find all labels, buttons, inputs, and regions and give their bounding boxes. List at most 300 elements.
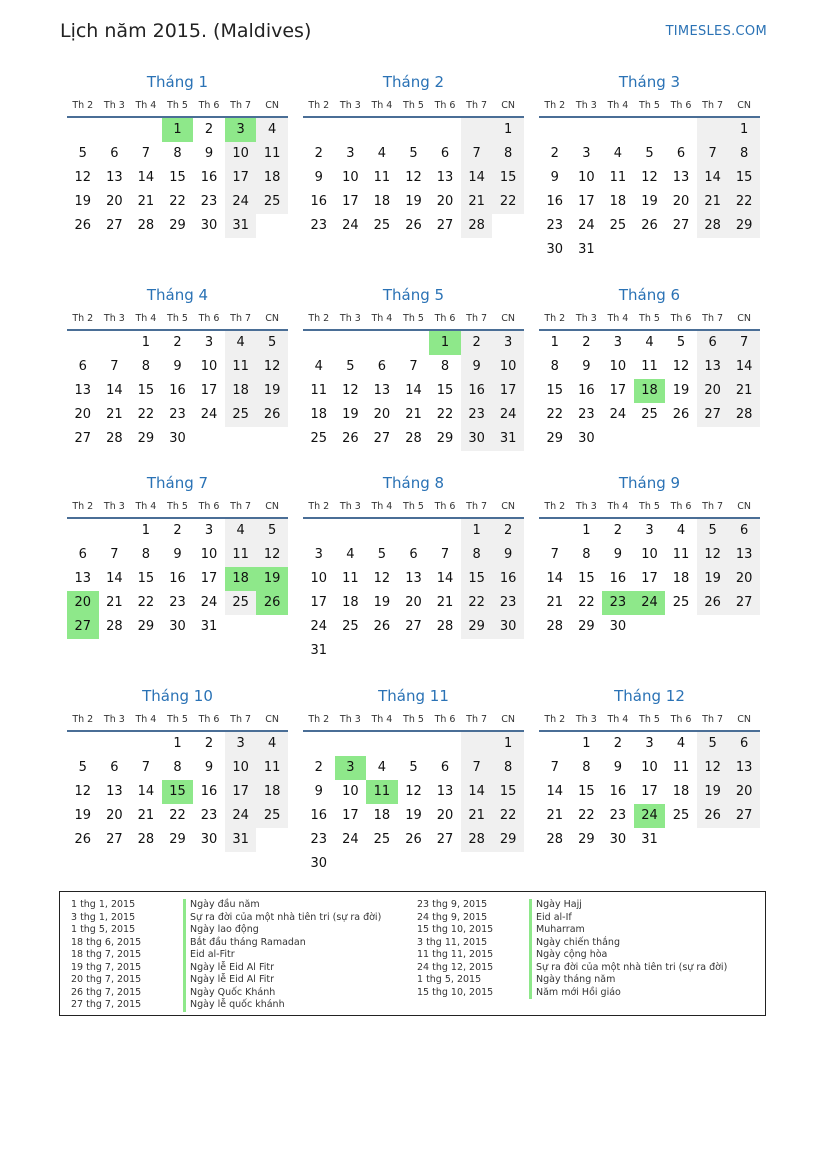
day-cell[interactable]: 8 [440,359,450,374]
day-cell[interactable]: 24 [310,619,328,634]
day-cell[interactable]: 15 [169,170,186,185]
day-cell[interactable]: 20 [106,808,123,823]
day-cell[interactable]: 28 [546,832,564,847]
day-cell[interactable]: 27 [728,804,760,828]
day-cell[interactable]: 14 [728,355,760,379]
day-cell[interactable]: 29 [492,828,524,852]
day-cell[interactable]: 22 [492,190,524,214]
day-cell[interactable]: 1 [461,519,493,543]
day-cell[interactable]: 1 [550,335,559,350]
day-cell[interactable]: 7 [550,547,559,562]
day-cell[interactable]: 8 [173,760,182,775]
day-cell[interactable]: 31 [641,832,658,847]
day-cell[interactable]: 27 [436,832,454,847]
day-cell[interactable]: 26 [697,804,729,828]
day-cell[interactable]: 1 [728,118,760,142]
day-cell[interactable]: 17 [200,571,218,586]
day-cell[interactable]: 7 [110,359,119,374]
day-cell[interactable]: 7 [461,142,493,166]
day-cell[interactable]: 9 [613,547,623,562]
holiday-day-cell[interactable]: 3 [225,118,257,142]
day-cell[interactable]: 30 [169,619,186,634]
day-cell[interactable]: 26 [74,832,92,847]
day-cell[interactable]: 29 [137,431,155,446]
day-cell[interactable]: 5 [256,519,288,543]
day-cell[interactable]: 6 [728,732,760,756]
holiday-day-cell[interactable]: 27 [67,615,99,639]
day-cell[interactable]: 13 [436,170,454,185]
day-cell[interactable]: 4 [314,359,323,374]
day-cell[interactable]: 26 [373,619,391,634]
day-cell[interactable]: 2 [204,736,214,751]
brand-link[interactable]: TIMESLES.COM [665,24,767,39]
day-cell[interactable]: 14 [461,780,493,804]
day-cell[interactable]: 5 [645,146,654,161]
day-cell[interactable]: 1 [582,523,591,538]
day-cell[interactable]: 1 [141,523,151,538]
holiday-day-cell[interactable]: 1 [162,118,194,142]
day-cell[interactable]: 26 [697,591,729,615]
holiday-day-cell[interactable]: 3 [335,756,367,780]
day-cell[interactable]: 28 [461,828,493,852]
day-cell[interactable]: 12 [74,784,92,799]
day-cell[interactable]: 14 [405,383,422,398]
day-cell[interactable]: 11 [310,383,328,398]
day-cell[interactable]: 22 [137,595,155,610]
day-cell[interactable]: 4 [225,331,257,355]
day-cell[interactable]: 31 [492,427,524,451]
day-cell[interactable]: 22 [492,804,524,828]
day-cell[interactable]: 14 [546,571,564,586]
day-cell[interactable]: 5 [697,732,729,756]
day-cell[interactable]: 12 [697,543,729,567]
day-cell[interactable]: 3 [314,547,323,562]
day-cell[interactable]: 13 [106,784,123,799]
day-cell[interactable]: 25 [641,407,658,422]
day-cell[interactable]: 8 [461,543,493,567]
day-cell[interactable]: 9 [314,170,323,185]
day-cell[interactable]: 16 [200,784,218,799]
day-cell[interactable]: 18 [342,595,359,610]
day-cell[interactable]: 22 [169,808,186,823]
day-cell[interactable]: 11 [256,756,288,780]
day-cell[interactable]: 24 [225,804,257,828]
day-cell[interactable]: 18 [672,784,690,799]
day-cell[interactable]: 2 [582,335,591,350]
day-cell[interactable]: 1 [492,732,524,756]
day-cell[interactable]: 30 [609,619,627,634]
day-cell[interactable]: 22 [578,808,595,823]
day-cell[interactable]: 10 [225,756,257,780]
day-cell[interactable]: 31 [310,643,328,658]
day-cell[interactable]: 12 [405,170,422,185]
day-cell[interactable]: 18 [609,194,627,209]
day-cell[interactable]: 10 [310,571,328,586]
holiday-day-cell[interactable]: 23 [602,591,634,615]
day-cell[interactable]: 25 [373,218,391,233]
day-cell[interactable]: 19 [697,567,729,591]
day-cell[interactable]: 13 [74,383,92,398]
day-cell[interactable]: 7 [141,760,151,775]
day-cell[interactable]: 17 [342,194,359,209]
day-cell[interactable]: 30 [546,242,564,257]
day-cell[interactable]: 20 [728,567,760,591]
day-cell[interactable]: 28 [405,431,422,446]
day-cell[interactable]: 8 [173,146,182,161]
day-cell[interactable]: 17 [342,808,359,823]
day-cell[interactable]: 4 [256,118,288,142]
day-cell[interactable]: 23 [200,194,218,209]
day-cell[interactable]: 25 [373,832,391,847]
day-cell[interactable]: 19 [672,383,690,398]
day-cell[interactable]: 2 [173,335,182,350]
day-cell[interactable]: 20 [697,379,729,403]
day-cell[interactable]: 12 [672,359,690,374]
day-cell[interactable]: 8 [141,547,151,562]
day-cell[interactable]: 12 [373,571,391,586]
day-cell[interactable]: 10 [225,142,257,166]
day-cell[interactable]: 25 [310,431,328,446]
day-cell[interactable]: 10 [641,547,658,562]
day-cell[interactable]: 4 [377,146,387,161]
day-cell[interactable]: 23 [609,808,627,823]
day-cell[interactable]: 5 [256,331,288,355]
day-cell[interactable]: 24 [578,218,595,233]
day-cell[interactable]: 20 [728,780,760,804]
day-cell[interactable]: 26 [405,218,422,233]
day-cell[interactable]: 17 [609,383,627,398]
day-cell[interactable]: 20 [436,808,454,823]
day-cell[interactable]: 23 [492,591,524,615]
day-cell[interactable]: 2 [550,146,559,161]
day-cell[interactable]: 11 [373,170,391,185]
day-cell[interactable]: 20 [373,407,391,422]
holiday-day-cell[interactable]: 18 [225,567,257,591]
day-cell[interactable]: 21 [546,595,564,610]
day-cell[interactable]: 8 [492,142,524,166]
day-cell[interactable]: 23 [169,595,186,610]
day-cell[interactable]: 11 [672,760,690,775]
day-cell[interactable]: 3 [204,335,214,350]
day-cell[interactable]: 4 [645,335,654,350]
day-cell[interactable]: 17 [641,571,658,586]
day-cell[interactable]: 3 [204,523,214,538]
day-cell[interactable]: 12 [641,170,658,185]
day-cell[interactable]: 8 [728,142,760,166]
day-cell[interactable]: 30 [169,431,186,446]
day-cell[interactable]: 5 [676,335,686,350]
day-cell[interactable]: 27 [728,591,760,615]
day-cell[interactable]: 1 [173,736,182,751]
day-cell[interactable]: 11 [672,547,690,562]
day-cell[interactable]: 18 [373,194,391,209]
day-cell[interactable]: 4 [613,146,623,161]
day-cell[interactable]: 24 [609,407,627,422]
day-cell[interactable]: 14 [436,571,454,586]
day-cell[interactable]: 30 [200,218,218,233]
day-cell[interactable]: 18 [373,808,391,823]
day-cell[interactable]: 13 [373,383,391,398]
day-cell[interactable]: 12 [697,756,729,780]
day-cell[interactable]: 9 [492,543,524,567]
day-cell[interactable]: 11 [641,359,658,374]
day-cell[interactable]: 30 [609,832,627,847]
day-cell[interactable]: 13 [405,571,422,586]
day-cell[interactable]: 2 [314,146,323,161]
day-cell[interactable]: 3 [645,523,654,538]
day-cell[interactable]: 21 [697,190,729,214]
day-cell[interactable]: 24 [200,407,218,422]
day-cell[interactable]: 24 [492,403,524,427]
day-cell[interactable]: 3 [225,732,257,756]
day-cell[interactable]: 18 [256,166,288,190]
day-cell[interactable]: 4 [225,519,257,543]
day-cell[interactable]: 11 [225,355,257,379]
day-cell[interactable]: 21 [106,595,123,610]
day-cell[interactable]: 11 [342,571,359,586]
day-cell[interactable]: 2 [204,122,214,137]
day-cell[interactable]: 16 [169,383,186,398]
day-cell[interactable]: 17 [578,194,595,209]
day-cell[interactable]: 27 [672,218,690,233]
day-cell[interactable]: 15 [137,571,155,586]
holiday-day-cell[interactable]: 11 [366,780,398,804]
day-cell[interactable]: 17 [225,780,257,804]
day-cell[interactable]: 22 [436,407,454,422]
day-cell[interactable]: 10 [578,170,595,185]
day-cell[interactable]: 29 [137,619,155,634]
day-cell[interactable]: 18 [225,379,257,403]
day-cell[interactable]: 15 [728,166,760,190]
day-cell[interactable]: 19 [74,194,92,209]
day-cell[interactable]: 22 [137,407,155,422]
day-cell[interactable]: 16 [492,567,524,591]
day-cell[interactable]: 16 [578,383,595,398]
day-cell[interactable]: 19 [373,595,391,610]
day-cell[interactable]: 28 [697,214,729,238]
day-cell[interactable]: 14 [697,166,729,190]
day-cell[interactable]: 8 [582,547,591,562]
day-cell[interactable]: 18 [672,571,690,586]
day-cell[interactable]: 27 [436,218,454,233]
day-cell[interactable]: 29 [169,218,186,233]
day-cell[interactable]: 21 [405,407,422,422]
day-cell[interactable]: 25 [672,808,690,823]
day-cell[interactable]: 14 [106,571,123,586]
day-cell[interactable]: 20 [405,595,422,610]
day-cell[interactable]: 6 [110,146,119,161]
day-cell[interactable]: 12 [342,383,359,398]
day-cell[interactable]: 3 [582,146,591,161]
day-cell[interactable]: 9 [314,784,323,799]
day-cell[interactable]: 10 [609,359,627,374]
day-cell[interactable]: 13 [106,170,123,185]
day-cell[interactable]: 14 [106,383,123,398]
holiday-day-cell[interactable]: 24 [634,804,666,828]
day-cell[interactable]: 31 [578,242,595,257]
day-cell[interactable]: 4 [676,523,686,538]
holiday-day-cell[interactable]: 1 [429,331,461,355]
day-cell[interactable]: 15 [578,784,595,799]
day-cell[interactable]: 30 [492,615,524,639]
day-cell[interactable]: 13 [436,784,454,799]
day-cell[interactable]: 22 [546,407,564,422]
day-cell[interactable]: 19 [405,194,422,209]
day-cell[interactable]: 7 [409,359,418,374]
day-cell[interactable]: 21 [106,407,123,422]
day-cell[interactable]: 9 [204,760,214,775]
day-cell[interactable]: 27 [106,218,123,233]
day-cell[interactable]: 28 [137,218,155,233]
day-cell[interactable]: 1 [582,736,591,751]
day-cell[interactable]: 29 [436,431,454,446]
day-cell[interactable]: 26 [405,832,422,847]
day-cell[interactable]: 25 [256,190,288,214]
day-cell[interactable]: 8 [550,359,559,374]
day-cell[interactable]: 30 [578,431,595,446]
day-cell[interactable]: 12 [256,543,288,567]
day-cell[interactable]: 19 [74,808,92,823]
day-cell[interactable]: 22 [728,190,760,214]
day-cell[interactable]: 17 [641,784,658,799]
day-cell[interactable]: 16 [310,808,328,823]
holiday-day-cell[interactable]: 18 [634,379,666,403]
day-cell[interactable]: 15 [436,383,454,398]
day-cell[interactable]: 22 [461,591,493,615]
day-cell[interactable]: 2 [461,331,493,355]
day-cell[interactable]: 29 [728,214,760,238]
day-cell[interactable]: 18 [256,780,288,804]
day-cell[interactable]: 13 [728,756,760,780]
day-cell[interactable]: 16 [609,784,627,799]
day-cell[interactable]: 15 [546,383,564,398]
day-cell[interactable]: 10 [200,547,218,562]
day-cell[interactable]: 13 [697,355,729,379]
day-cell[interactable]: 28 [106,619,123,634]
day-cell[interactable]: 18 [310,407,328,422]
day-cell[interactable]: 7 [440,547,450,562]
holiday-day-cell[interactable]: 26 [256,591,288,615]
day-cell[interactable]: 12 [405,784,422,799]
day-cell[interactable]: 2 [314,760,323,775]
day-cell[interactable]: 2 [173,523,182,538]
day-cell[interactable]: 28 [106,431,123,446]
day-cell[interactable]: 5 [78,146,87,161]
day-cell[interactable]: 17 [225,166,257,190]
day-cell[interactable]: 23 [310,832,328,847]
day-cell[interactable]: 3 [492,331,524,355]
day-cell[interactable]: 11 [256,142,288,166]
day-cell[interactable]: 24 [342,218,359,233]
day-cell[interactable]: 29 [546,431,564,446]
day-cell[interactable]: 1 [492,118,524,142]
day-cell[interactable]: 4 [676,736,686,751]
day-cell[interactable]: 21 [728,379,760,403]
day-cell[interactable]: 9 [461,355,493,379]
day-cell[interactable]: 4 [346,547,355,562]
day-cell[interactable]: 3 [645,736,654,751]
day-cell[interactable]: 13 [74,571,92,586]
day-cell[interactable]: 26 [256,403,288,427]
day-cell[interactable]: 9 [550,170,559,185]
day-cell[interactable]: 10 [492,355,524,379]
day-cell[interactable]: 17 [492,379,524,403]
day-cell[interactable]: 27 [405,619,422,634]
day-cell[interactable]: 19 [342,407,359,422]
day-cell[interactable]: 20 [74,407,92,422]
day-cell[interactable]: 7 [141,146,151,161]
day-cell[interactable]: 23 [200,808,218,823]
day-cell[interactable]: 7 [110,547,119,562]
holiday-day-cell[interactable]: 20 [67,591,99,615]
day-cell[interactable]: 21 [461,190,493,214]
day-cell[interactable]: 6 [409,547,418,562]
day-cell[interactable]: 5 [346,359,355,374]
day-cell[interactable]: 9 [204,146,214,161]
day-cell[interactable]: 31 [225,828,257,852]
day-cell[interactable]: 25 [672,595,690,610]
day-cell[interactable]: 29 [169,832,186,847]
day-cell[interactable]: 15 [492,166,524,190]
day-cell[interactable]: 16 [546,194,564,209]
day-cell[interactable]: 30 [310,856,328,871]
day-cell[interactable]: 2 [492,519,524,543]
day-cell[interactable]: 4 [377,760,387,775]
day-cell[interactable]: 22 [578,595,595,610]
day-cell[interactable]: 19 [256,379,288,403]
day-cell[interactable]: 10 [342,784,359,799]
day-cell[interactable]: 25 [225,403,257,427]
day-cell[interactable]: 2 [613,523,623,538]
day-cell[interactable]: 24 [200,595,218,610]
day-cell[interactable]: 9 [173,547,182,562]
day-cell[interactable]: 10 [200,359,218,374]
day-cell[interactable]: 31 [200,619,218,634]
day-cell[interactable]: 9 [582,359,591,374]
day-cell[interactable]: 26 [342,431,359,446]
day-cell[interactable]: 12 [74,170,92,185]
day-cell[interactable]: 16 [200,170,218,185]
day-cell[interactable]: 4 [256,732,288,756]
day-cell[interactable]: 24 [225,190,257,214]
day-cell[interactable]: 12 [256,355,288,379]
day-cell[interactable]: 5 [697,519,729,543]
day-cell[interactable]: 25 [256,804,288,828]
day-cell[interactable]: 27 [373,431,391,446]
day-cell[interactable]: 23 [461,403,493,427]
day-cell[interactable]: 23 [578,407,595,422]
day-cell[interactable]: 7 [697,142,729,166]
day-cell[interactable]: 14 [546,784,564,799]
day-cell[interactable]: 6 [78,547,87,562]
day-cell[interactable]: 24 [342,832,359,847]
day-cell[interactable]: 3 [613,335,623,350]
day-cell[interactable]: 6 [110,760,119,775]
day-cell[interactable]: 6 [78,359,87,374]
day-cell[interactable]: 21 [461,804,493,828]
day-cell[interactable]: 6 [440,146,450,161]
holiday-day-cell[interactable]: 19 [256,567,288,591]
day-cell[interactable]: 28 [461,214,493,238]
day-cell[interactable]: 14 [137,784,155,799]
day-cell[interactable]: 8 [492,756,524,780]
day-cell[interactable]: 14 [461,166,493,190]
day-cell[interactable]: 28 [728,403,760,427]
day-cell[interactable]: 16 [461,379,493,403]
day-cell[interactable]: 23 [169,407,186,422]
day-cell[interactable]: 28 [436,619,454,634]
day-cell[interactable]: 5 [409,760,418,775]
